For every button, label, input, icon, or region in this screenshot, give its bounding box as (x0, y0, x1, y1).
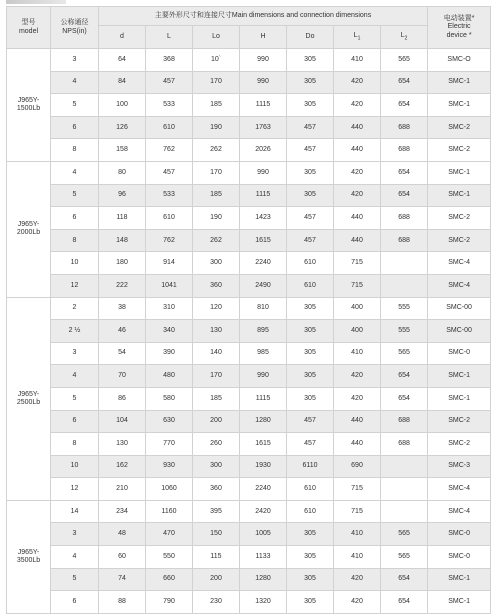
table-cell: 64 (99, 49, 146, 72)
table-row (7, 207, 491, 230)
table-cell: 420 (334, 184, 381, 207)
table-cell: 440 (334, 433, 381, 456)
table-cell: 1115 (240, 387, 287, 410)
table-cell: SMC-1 (428, 161, 491, 184)
table-cell: 12 (51, 274, 99, 297)
table-cell: 2240 (240, 252, 287, 275)
table-cell: 555 (381, 297, 428, 320)
table-cell: 1005 (240, 523, 287, 546)
table-cell: 1041 (146, 274, 193, 297)
table-cell: 130 (99, 433, 146, 456)
table-cell: 3 (51, 523, 99, 546)
table-cell: 118 (99, 207, 146, 230)
table-row (7, 116, 491, 139)
table-cell: 550 (146, 546, 193, 569)
table-cell: 440 (334, 410, 381, 433)
table-cell: 2490 (240, 274, 287, 297)
table-cell: 60 (99, 546, 146, 569)
table-cell (381, 455, 428, 478)
header-col-label: L (353, 31, 358, 39)
table-cell: SMC-1 (428, 184, 491, 207)
table-cell: 420 (334, 568, 381, 591)
table-cell: 533 (146, 184, 193, 207)
table-cell: 150 (193, 523, 240, 546)
table-cell: 654 (381, 184, 428, 207)
table-cell: 185 (193, 184, 240, 207)
table-cell: SMC-1 (428, 387, 491, 410)
table-cell: 1115 (240, 184, 287, 207)
table-cell: 1280 (240, 568, 287, 591)
table-cell: 630 (146, 410, 193, 433)
table-cell: 470 (146, 523, 193, 546)
table-cell: 10 (51, 252, 99, 275)
table-row (7, 410, 491, 433)
table-cell: 440 (334, 139, 381, 162)
table-cell: 84 (99, 71, 146, 94)
table-cell: 688 (381, 207, 428, 230)
table-cell: 10` (193, 49, 240, 72)
table-cell: 74 (99, 568, 146, 591)
table-cell: 3 (51, 342, 99, 365)
model-cell: J965Y- 2500Lb (7, 297, 51, 500)
table-cell: 1133 (240, 546, 287, 569)
table-cell: 360 (193, 478, 240, 501)
table-cell: 54 (99, 342, 146, 365)
table-cell: 715 (334, 478, 381, 501)
table-cell: 6 (51, 207, 99, 230)
table-cell: 985 (240, 342, 287, 365)
table-cell: 1320 (240, 591, 287, 614)
table-cell: 990 (240, 365, 287, 388)
table-cell: 1930 (240, 455, 287, 478)
table-cell: 1115 (240, 94, 287, 117)
table-cell: 2 ½ (51, 320, 99, 343)
table-cell: SMC-0 (428, 546, 491, 569)
table-cell: 310 (146, 297, 193, 320)
table-cell: 8 (51, 229, 99, 252)
table-cell: 80 (99, 161, 146, 184)
dimension-table (6, 6, 491, 614)
header-col-6 (334, 26, 381, 49)
table-cell: 190 (193, 207, 240, 230)
table-cell: 1160 (146, 500, 193, 523)
table-row (7, 500, 491, 523)
table-cell: 420 (334, 94, 381, 117)
table-cell: 660 (146, 568, 193, 591)
header-electric-device: 电动装置* Electric device * (428, 7, 491, 49)
table-cell: 914 (146, 252, 193, 275)
table-cell: SMC-2 (428, 207, 491, 230)
model-cell: J965Y- 1500Lb (7, 49, 51, 162)
table-cell: 654 (381, 387, 428, 410)
table-row (7, 139, 491, 162)
table-cell: 440 (334, 116, 381, 139)
table-cell: SMC-1 (428, 568, 491, 591)
header-col-subscript: 1 (357, 35, 361, 42)
header-col-1 (99, 26, 146, 49)
table-cell: 305 (287, 184, 334, 207)
header-col-5 (287, 26, 334, 49)
table-cell: 300 (193, 252, 240, 275)
table-cell: 810 (240, 297, 287, 320)
table-cell: 420 (334, 387, 381, 410)
header-col-label: Lo (212, 32, 220, 40)
table-cell: 688 (381, 433, 428, 456)
table-cell: 688 (381, 139, 428, 162)
cropped-header-strip (6, 0, 66, 4)
table-cell: 654 (381, 71, 428, 94)
table-cell: SMC-00 (428, 297, 491, 320)
table-cell: 990 (240, 71, 287, 94)
table-cell: 1615 (240, 229, 287, 252)
table-cell: 12 (51, 478, 99, 501)
table-row (7, 49, 491, 72)
table-cell: 2240 (240, 478, 287, 501)
table-cell: 654 (381, 365, 428, 388)
table-cell: 96 (99, 184, 146, 207)
table-cell: SMC-4 (428, 274, 491, 297)
table-row (7, 591, 491, 614)
table-cell: 395 (193, 500, 240, 523)
table-cell (381, 252, 428, 275)
table-cell: 610 (287, 274, 334, 297)
table-cell: 368 (146, 49, 193, 72)
table-row (7, 342, 491, 365)
table-cell: 688 (381, 410, 428, 433)
table-cell: 262 (193, 229, 240, 252)
model-cell: J965Y- 3500Lb (7, 500, 51, 613)
table-cell: 305 (287, 320, 334, 343)
table-row (7, 455, 491, 478)
table-cell: 420 (334, 71, 381, 94)
table-cell: SMC-2 (428, 116, 491, 139)
table-cell: 120 (193, 297, 240, 320)
table-cell: 148 (99, 229, 146, 252)
table-cell: 6 (51, 591, 99, 614)
table-cell: 654 (381, 568, 428, 591)
table-cell: 480 (146, 365, 193, 388)
table-cell: 88 (99, 591, 146, 614)
table-cell: SMC-1 (428, 365, 491, 388)
table-cell: 200 (193, 410, 240, 433)
table-cell: 8 (51, 433, 99, 456)
table-cell: 158 (99, 139, 146, 162)
table-cell: 457 (287, 139, 334, 162)
table-cell: SMC-2 (428, 410, 491, 433)
table-cell: 305 (287, 546, 334, 569)
table-cell: 610 (146, 116, 193, 139)
header-col-2 (146, 26, 193, 49)
table-cell: 185 (193, 387, 240, 410)
header-col-3 (193, 26, 240, 49)
table-cell: 305 (287, 387, 334, 410)
header-model: 型号 model (7, 7, 51, 49)
table-cell: 390 (146, 342, 193, 365)
table-cell: 688 (381, 229, 428, 252)
table-cell: 305 (287, 342, 334, 365)
table-cell: 6 (51, 410, 99, 433)
table-cell: SMC-1 (428, 94, 491, 117)
table-cell: 305 (287, 49, 334, 72)
table-cell: 100 (99, 94, 146, 117)
table-cell: SMC-00 (428, 320, 491, 343)
table-row (7, 274, 491, 297)
table-row (7, 94, 491, 117)
table-cell: 104 (99, 410, 146, 433)
table-cell: 6 (51, 116, 99, 139)
header-col-7 (381, 26, 428, 49)
table-cell: 457 (287, 433, 334, 456)
table-cell: 360 (193, 274, 240, 297)
table-cell: 2026 (240, 139, 287, 162)
table-cell: 305 (287, 297, 334, 320)
table-row (7, 184, 491, 207)
table-cell: 410 (334, 546, 381, 569)
table-cell: SMC-1 (428, 591, 491, 614)
table-cell: 38 (99, 297, 146, 320)
table-cell: 457 (287, 116, 334, 139)
table-cell: 305 (287, 94, 334, 117)
table-row (7, 229, 491, 252)
table-cell: 170 (193, 71, 240, 94)
table-cell: 715 (334, 252, 381, 275)
table-cell: 115 (193, 546, 240, 569)
table-cell: 2420 (240, 500, 287, 523)
table-row (7, 478, 491, 501)
table-cell: 305 (287, 568, 334, 591)
table-cell: 457 (146, 161, 193, 184)
table-cell: 305 (287, 523, 334, 546)
table-cell: 200 (193, 568, 240, 591)
table-row (7, 320, 491, 343)
table-cell: 190 (193, 116, 240, 139)
table-cell: 400 (334, 320, 381, 343)
table-cell: 180 (99, 252, 146, 275)
table-cell: 420 (334, 591, 381, 614)
table-cell: 8 (51, 139, 99, 162)
table-cell: 170 (193, 161, 240, 184)
table-cell: 457 (287, 207, 334, 230)
table-cell: 170 (193, 365, 240, 388)
table-cell: 1423 (240, 207, 287, 230)
table-cell: 234 (99, 500, 146, 523)
table-cell: 533 (146, 94, 193, 117)
header-dimensions: 主要外形尺寸和连接尺寸Main dimensions and connection dimensions (99, 7, 428, 26)
table-cell: 565 (381, 49, 428, 72)
table-cell: 770 (146, 433, 193, 456)
table-cell: 5 (51, 94, 99, 117)
table-row (7, 546, 491, 569)
table-cell: SMC-2 (428, 139, 491, 162)
table-cell: 210 (99, 478, 146, 501)
table-row (7, 252, 491, 275)
table-cell: 610 (287, 500, 334, 523)
table-cell: 230 (193, 591, 240, 614)
table-cell: 1615 (240, 433, 287, 456)
table-cell: 262 (193, 139, 240, 162)
table-row (7, 161, 491, 184)
table-cell: 70 (99, 365, 146, 388)
table-cell: 440 (334, 207, 381, 230)
table-cell: 3 (51, 49, 99, 72)
table-cell: 4 (51, 71, 99, 94)
table-row (7, 523, 491, 546)
table-cell: 457 (287, 229, 334, 252)
table-row (7, 297, 491, 320)
table-cell: 2 (51, 297, 99, 320)
table-cell: 654 (381, 94, 428, 117)
table-row (7, 433, 491, 456)
table-cell: SMC-4 (428, 252, 491, 275)
table-cell: 1060 (146, 478, 193, 501)
table-cell: 5 (51, 387, 99, 410)
table-cell: 4 (51, 365, 99, 388)
table-cell: 610 (287, 478, 334, 501)
table-cell (381, 478, 428, 501)
table-cell: 140 (193, 342, 240, 365)
table-cell: SMC-0 (428, 523, 491, 546)
table-cell: 185 (193, 94, 240, 117)
table-cell: 565 (381, 523, 428, 546)
table-cell: 4 (51, 161, 99, 184)
table-cell: SMC-4 (428, 500, 491, 523)
table-cell: SMC-0 (428, 342, 491, 365)
header-col-label: H (260, 32, 266, 40)
table-cell: 565 (381, 342, 428, 365)
table-cell: 580 (146, 387, 193, 410)
table-cell: SMC-O (428, 49, 491, 72)
table-cell: 46 (99, 320, 146, 343)
table-cell: 260 (193, 433, 240, 456)
table-cell: 5 (51, 184, 99, 207)
table-cell: 4 (51, 546, 99, 569)
table-cell: 654 (381, 591, 428, 614)
table-cell: 565 (381, 546, 428, 569)
table-cell: 990 (240, 161, 287, 184)
table-cell: 895 (240, 320, 287, 343)
table-cell: 126 (99, 116, 146, 139)
table-cell: SMC-2 (428, 229, 491, 252)
table-row (7, 387, 491, 410)
table-cell: 1763 (240, 116, 287, 139)
table-cell: 410 (334, 523, 381, 546)
table-cell: SMC-3 (428, 455, 491, 478)
table-cell: 762 (146, 229, 193, 252)
table-cell: 10 (51, 455, 99, 478)
table-cell: 300 (193, 455, 240, 478)
table-cell: 610 (287, 252, 334, 275)
table-row (7, 365, 491, 388)
header-nps: 公称通径 NPS(in) (51, 7, 99, 49)
header-col-label: d (120, 32, 124, 40)
table-cell: 715 (334, 274, 381, 297)
table-cell: 555 (381, 320, 428, 343)
table-cell: 610 (146, 207, 193, 230)
header-col-label: L (400, 31, 405, 39)
header-col-label: Do (305, 32, 315, 40)
table-cell: 400 (334, 297, 381, 320)
table-cell: 688 (381, 116, 428, 139)
table-cell (381, 274, 428, 297)
table-cell: 457 (146, 71, 193, 94)
table-cell: 790 (146, 591, 193, 614)
table-cell: 6110 (287, 455, 334, 478)
table-cell: 305 (287, 161, 334, 184)
table-cell: 48 (99, 523, 146, 546)
table-cell: 86 (99, 387, 146, 410)
table-cell: 440 (334, 229, 381, 252)
table-cell: 162 (99, 455, 146, 478)
table-cell: 715 (334, 500, 381, 523)
table-cell: SMC-4 (428, 478, 491, 501)
table-cell: 420 (334, 365, 381, 388)
header-col-label: L (167, 32, 171, 40)
table-cell: 762 (146, 139, 193, 162)
table-row (7, 568, 491, 591)
table-row (7, 71, 491, 94)
table-cell: 5 (51, 568, 99, 591)
table-cell: 654 (381, 161, 428, 184)
table-cell: 222 (99, 274, 146, 297)
table-cell: SMC-1 (428, 71, 491, 94)
table-cell: 410 (334, 49, 381, 72)
table-cell: 690 (334, 455, 381, 478)
table-cell: 930 (146, 455, 193, 478)
table-cell: 420 (334, 161, 381, 184)
table-cell: SMC-2 (428, 433, 491, 456)
model-cell: J965Y- 2000Lb (7, 161, 51, 297)
table-cell: 1280 (240, 410, 287, 433)
header-col-subscript: 2 (404, 35, 408, 42)
table-cell: 14 (51, 500, 99, 523)
table-cell: 305 (287, 71, 334, 94)
table-cell: 410 (334, 342, 381, 365)
table-cell: 305 (287, 365, 334, 388)
table-cell: 130 (193, 320, 240, 343)
header-col-4 (240, 26, 287, 49)
table-cell (381, 500, 428, 523)
table-cell: 990 (240, 49, 287, 72)
table-cell: 305 (287, 591, 334, 614)
table-cell: 457 (287, 410, 334, 433)
table-cell: 340 (146, 320, 193, 343)
